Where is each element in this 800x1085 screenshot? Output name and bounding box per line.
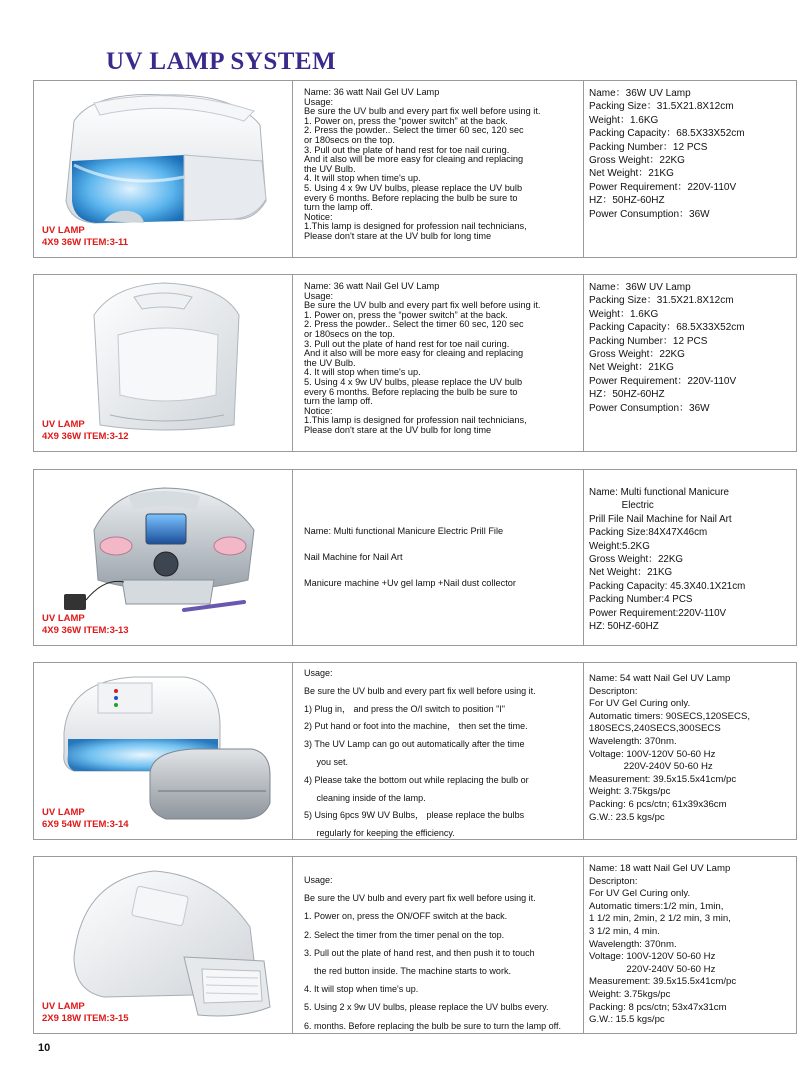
page-title: UV LAMP SYSTEM (106, 48, 337, 75)
spec-line: G.W.: 15.5 kgs/pc (589, 1014, 665, 1026)
product-caption-line: 2X9 18W ITEM:3-15 (42, 1013, 129, 1024)
desc-line: 1. Power on, press the ON/OFF switch at the back. (304, 911, 508, 922)
desc-line: 4. It will stop when time's up. (304, 984, 419, 995)
desc-line: you set. (304, 756, 349, 767)
product-description (304, 525, 576, 590)
product-specs (589, 673, 794, 824)
spec-line: Packing Number：12 PCS (589, 141, 708, 153)
desc-line: Notice: (304, 211, 333, 222)
desc-line: 5. Using 4 x 9w UV bulbs, please replace the UV bulb (304, 376, 523, 387)
desc-line: the UV Bulb. (304, 357, 356, 368)
spec-line: 3 1/2 min, 4 min. (589, 925, 660, 937)
spec-line: Measurement: 39.5x15.5x41cm/pc (589, 976, 737, 988)
desc-line: 1.This lamp is designed for profession nail technicians, (304, 221, 527, 232)
product-description (304, 871, 576, 1035)
spec-line: Weight:5.2KG (589, 540, 650, 552)
product-specs (589, 281, 794, 415)
product-caption-line: UV LAMP (42, 225, 85, 236)
desc-line: 5. Using 2 x 9w UV bulbs, please replace the UV bulbs every. (304, 1002, 549, 1013)
product-description (304, 88, 576, 242)
spec-line: Weight: 3.75kgs/pc (589, 988, 671, 1000)
spec-line: Name: 18 watt Nail Gel UV Lamp (589, 863, 731, 874)
spec-line: Name: 54 watt Nail Gel UV Lamp (589, 673, 731, 684)
desc-line: Please don't stare at the UV bulb for long time (304, 230, 492, 241)
spec-line: Packing: 6 pcs/ctn; 61x39x36cm (589, 798, 727, 810)
spec-line: Packing Capacity：68.5X33X52cm (589, 128, 745, 140)
desc-line: 3) The UV Lamp can go out automatically after the time (304, 739, 525, 750)
desc-line: 5. Using 4 x 9w UV bulbs, please replace the UV bulb (304, 182, 523, 193)
desc-line: 3. Pull out the plate of hand rest for toe nail curing. (304, 338, 510, 349)
spec-line: 180SECS,240SECS,300SECS (589, 723, 721, 735)
desc-line: 1. Power on, press the “power switch” at the back. (304, 115, 508, 126)
spec-line: Power Requirement：220V-110V (589, 375, 737, 387)
product-caption-line: 4X9 36W ITEM:3-12 (42, 431, 129, 442)
desc-line: 1. Power on, press the “power switch” at the back. (304, 309, 508, 320)
product-specs (589, 486, 794, 633)
spec-line: Descripton: (589, 685, 638, 697)
desc-line: Usage: (304, 290, 334, 301)
spec-line: Weight: 3.75kgs/pc (589, 786, 671, 798)
desc-line: 1) Plug in， and press the O/I switch to position "I" (304, 703, 505, 714)
desc-line: Notice: (304, 405, 333, 416)
desc-line: or 180secs on the top. (304, 328, 395, 339)
spec-line: Packing Size：31.5X21.8X12cm (589, 101, 734, 113)
spec-line: Voltage: 100V-120V 50-60 Hz (589, 951, 716, 963)
desc-line: Usage: (304, 668, 333, 678)
desc-line: 6. months. Before replacing the bulb be sure to turn the lamp off. (304, 1020, 561, 1031)
desc-line: 2) Put hand or foot into the machine， then set the time. (304, 721, 528, 732)
spec-line: Packing Number:4 PCS (589, 594, 693, 606)
spec-line: 220V-240V 50-60 Hz (589, 761, 713, 773)
spec-line: Net Weight：21KG (589, 362, 674, 374)
desc-line: 5) Using 6pcs 9W UV Bulbs， please replace the bulbs (304, 810, 525, 821)
desc-line: Be sure the UV bulb and every part fix well before using it. (304, 106, 541, 117)
product-card-3-15 (33, 856, 797, 1034)
spec-line: Packing: 8 pcs/ctn; 53x47x31cm (589, 1001, 727, 1013)
spec-line: Name：36W UV Lamp (589, 282, 691, 293)
spec-line: Power Consumption：36W (589, 208, 710, 220)
desc-line: Name: 36 watt Nail Gel UV Lamp (304, 281, 440, 291)
spec-line: Packing Size：31.5X21.8X12cm (589, 295, 734, 307)
product-description (304, 665, 576, 843)
desc-line: 2. Press the powder.. Select the timer 60 sec, 120 sec (304, 319, 524, 330)
spec-line: Measurement: 39.5x15.5x41cm/pc (589, 773, 737, 785)
desc-line: 1.This lamp is designed for profession nail technicians, (304, 415, 527, 426)
spec-line: Wavelength: 370nm. (589, 735, 677, 747)
product-specs (589, 863, 794, 1027)
spec-line: 1 1/2 min, 2min, 2 1/2 min, 3 min, (589, 913, 731, 925)
spec-line: G.W.: 23.5 kgs/pc (589, 811, 665, 823)
desc-line: 2. Press the powder.. Select the timer 60 sec, 120 sec (304, 125, 524, 136)
desc-line: cleaning inside of the lamp. (304, 792, 426, 803)
desc-line: Manicure machine +Uv gel lamp +Nail dust collector (304, 578, 516, 588)
spec-line: Descripton: (589, 875, 638, 887)
desc-line: Nail Machine for Nail Art (304, 552, 403, 562)
product-description (304, 282, 576, 436)
desc-line: And it also will be more easy for cleaing and replacing (304, 154, 524, 165)
spec-line: Wavelength: 370nm. (589, 938, 677, 950)
product-caption-line: 4X9 36W ITEM:3-13 (42, 625, 129, 636)
spec-line: Gross Weight：22KG (589, 554, 684, 566)
spec-line: Prill File Nail Machine for Nail Art (589, 513, 732, 525)
spec-line: Packing Number：12 PCS (589, 335, 708, 347)
spec-line: Automatic timers: 90SECS,120SECS, (589, 710, 751, 722)
spec-line: Weight：1.6KG (589, 114, 659, 126)
desc-line (304, 564, 576, 577)
desc-line: the UV Bulb. (304, 163, 356, 174)
desc-line: 3. Pull out the plate of hand rest, and then push it to touch (304, 947, 535, 958)
desc-line: Please don't stare at the UV bulb for long time (304, 424, 492, 435)
product-specs (589, 87, 794, 221)
desc-line: Usage: (304, 96, 334, 107)
product-image-3-12 (34, 275, 292, 451)
product-card-3-12 (33, 274, 797, 452)
desc-line: the red button inside. The machine starts to work. (304, 966, 511, 977)
product-caption-line: UV LAMP (42, 613, 85, 624)
desc-line: Be sure the UV bulb and every part fix well before using it. (304, 300, 541, 311)
desc-line: 2. Select the timer from the timer penal on the top. (304, 929, 505, 940)
spec-line: For UV Gel Curing only. (589, 888, 691, 900)
spec-line: Weight：1.6KG (589, 308, 659, 320)
spec-line: Net Weight：21KG (589, 567, 673, 579)
desc-line: Usage: (304, 875, 333, 885)
product-caption-line: 4X9 36W ITEM:3-11 (42, 237, 129, 248)
product-caption-line: UV LAMP (42, 1001, 85, 1012)
desc-line: Be sure the UV bulb and every part fix well before using it. (304, 685, 536, 696)
desc-line: every 6 months. Before replacing the bulb be sure to (304, 386, 518, 397)
desc-line: 4. It will stop when time's up. (304, 173, 421, 184)
product-card-3-11 (33, 80, 797, 258)
spec-line: Automatic timers:1/2 min, 1min, (589, 900, 724, 912)
spec-line: Packing Capacity：68.5X33X52cm (589, 322, 745, 334)
product-caption-line: UV LAMP (42, 419, 85, 430)
spec-line: Gross Weight：22KG (589, 349, 685, 361)
desc-line: Be sure the UV bulb and every part fix well before using it. (304, 893, 536, 904)
desc-line: And it also will be more easy for cleaing and replacing (304, 348, 524, 359)
spec-line: Power Requirement:220V-110V (589, 607, 727, 619)
spec-line: HZ: 50HZ-60HZ (589, 621, 659, 633)
desc-line: 3. Pull out the plate of hand rest for toe nail curing. (304, 144, 510, 155)
product-caption-line: UV LAMP (42, 807, 85, 818)
spec-line: Power Requirement：220V-110V (589, 181, 737, 193)
desc-line: turn the lamp off. (304, 396, 373, 407)
page-number: 10 (38, 1042, 51, 1054)
spec-line: Net Weight：21KG (589, 168, 674, 180)
desc-line: or 180secs on the top. (304, 134, 395, 145)
desc-line: Name: 36 watt Nail Gel UV Lamp (304, 87, 440, 97)
product-image-3-14 (34, 663, 292, 839)
spec-line: Name：36W UV Lamp (589, 88, 691, 99)
spec-line: Name: Multi functional Manicure (589, 487, 729, 498)
desc-line: 4. It will stop when time's up. (304, 367, 421, 378)
desc-line: turn the lamp off. (304, 202, 373, 213)
product-image-3-13 (34, 470, 292, 645)
desc-line: Name: Multi functional Manicure Electric Prill File (304, 526, 504, 536)
spec-line: Power Consumption：36W (589, 402, 710, 414)
desc-line: 4) Please take the bottom out while replacing the bulb or (304, 774, 529, 785)
spec-line: HZ：50HZ-60HZ (589, 389, 665, 401)
spec-line: Gross Weight：22KG (589, 155, 685, 167)
spec-line: HZ：50HZ-60HZ (589, 195, 665, 207)
desc-line: regularly for keeping the efficiency. (304, 828, 455, 839)
product-caption-line: 6X9 54W ITEM:3-14 (42, 819, 129, 830)
product-image-3-11 (34, 81, 292, 257)
desc-line: every 6 months. Before replacing the bulb be sure to (304, 192, 518, 203)
product-card-3-14 (33, 662, 797, 840)
spec-line: Voltage: 100V-120V 50-60 Hz (589, 748, 716, 760)
spec-line: 220V-240V 50-60 Hz (589, 963, 716, 975)
spec-line: Packing Size:84X47X46cm (589, 527, 708, 539)
product-image-3-15 (34, 857, 292, 1033)
spec-line: Packing Capacity: 45.3X40.1X21cm (589, 580, 746, 592)
spec-line: Electric (589, 500, 654, 512)
product-card-3-13 (33, 469, 797, 646)
desc-line (304, 538, 576, 551)
spec-line: For UV Gel Curing only. (589, 698, 691, 710)
